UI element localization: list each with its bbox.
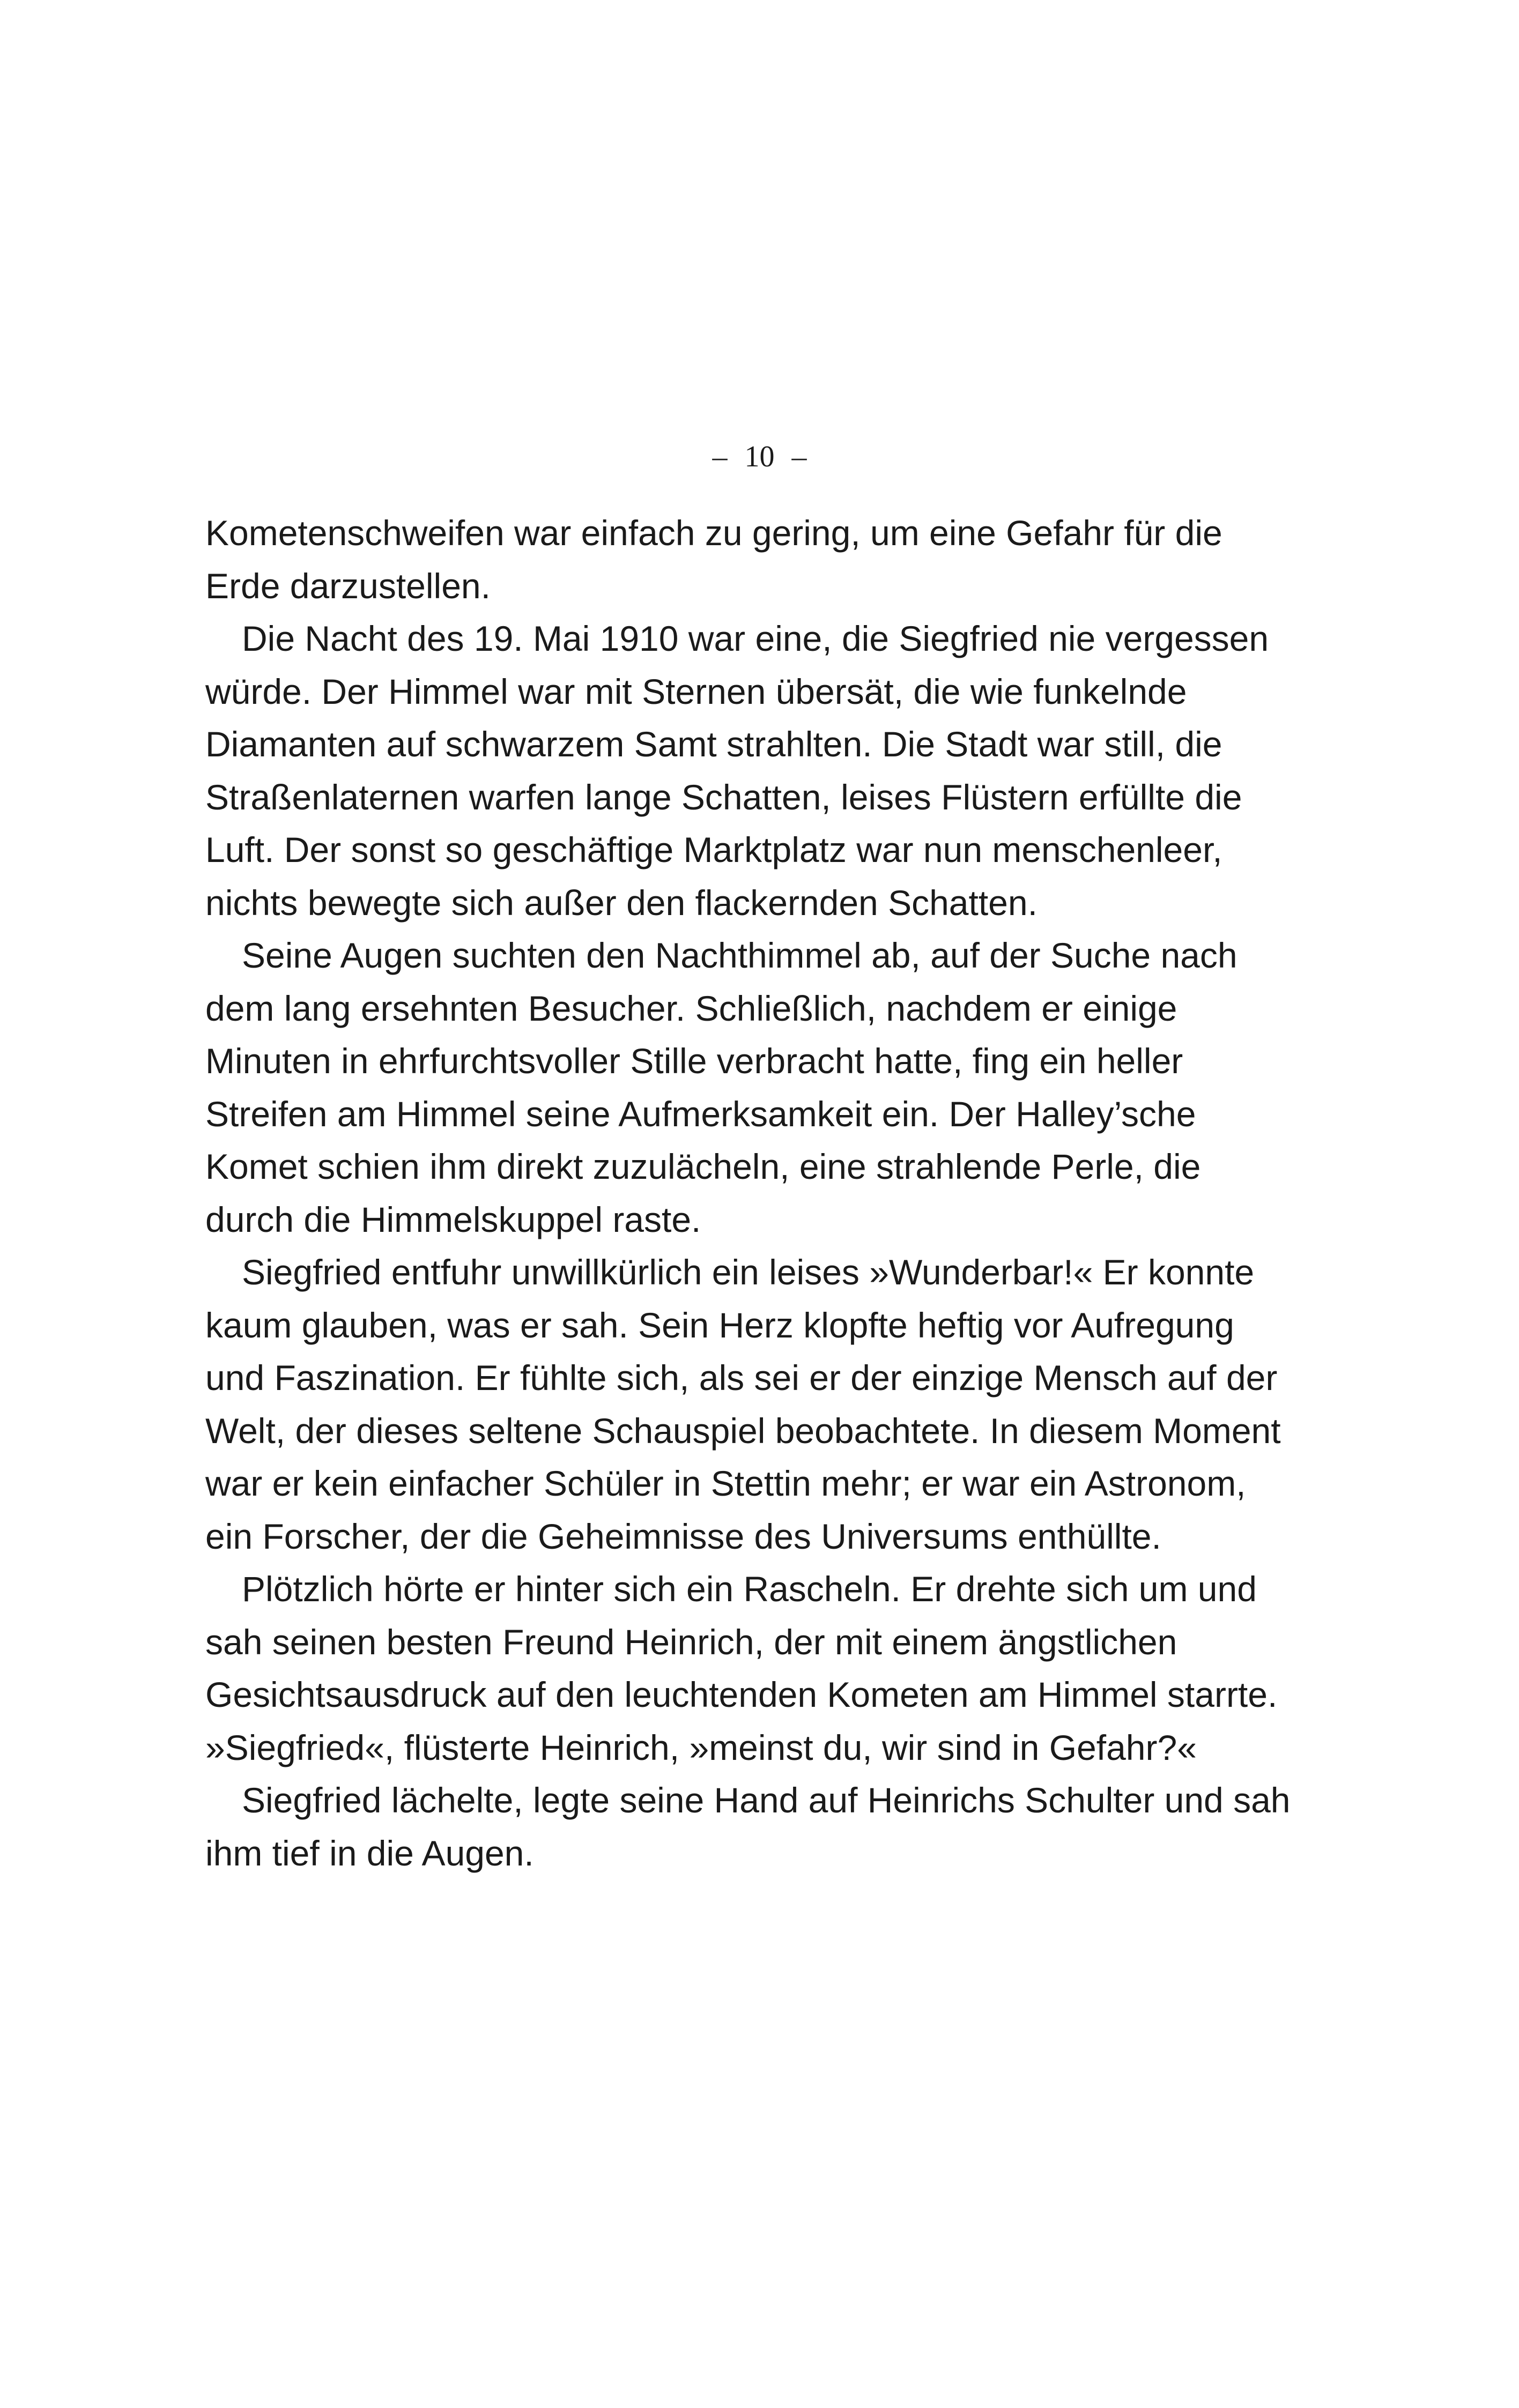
text-line: Straßenlaternen warfen lange Schatten, leises Flüstern erfüllte die — [205, 777, 1242, 817]
text-line: Luft. Der sonst so geschäftige Marktplatz war nun menschenleer, — [205, 830, 1222, 869]
text-line: ihm tief in die Augen. — [205, 1833, 534, 1873]
text-line: Streifen am Himmel seine Aufmerksamkeit ein. Der Halley’sche — [205, 1094, 1196, 1134]
text-line: durch die Himmelskuppel raste. — [205, 1199, 701, 1239]
text-line: würde. Der Himmel war mit Sternen übersät, die wie funkelnde — [205, 671, 1187, 711]
text-line: Diamanten auf schwarzem Samt strahlten. Die Stadt war still, die — [205, 724, 1222, 764]
paragraph-first-line: Die Nacht des 19. Mai 1910 war eine, die Siegfried nie vergessen — [242, 619, 1269, 658]
text-line: Minuten in ehrfurchtsvoller Stille verbracht hatte, fing ein heller — [205, 1041, 1183, 1081]
text-line: war er kein einfacher Schüler in Stettin mehr; er war ein Astronom, — [205, 1463, 1246, 1503]
paragraph-first-line: Siegfried lächelte, legte seine Hand auf Heinrichs Schulter und sah — [242, 1780, 1291, 1820]
text-line: Welt, der dieses seltene Schauspiel beobachtete. In diesem Moment — [205, 1410, 1281, 1451]
text-line: dem lang ersehnten Besucher. Schließlich, nachdem er einige — [205, 988, 1177, 1028]
text-line: »Siegfried«, flüsterte Heinrich, »meinst du, wir sind in Gefahr?« — [205, 1727, 1197, 1767]
text-line: und Faszination. Er fühlte sich, als sei er der einzige Mensch auf der — [205, 1358, 1278, 1398]
page-number: – 10 – — [712, 440, 807, 473]
text-line: ein Forscher, der die Geheimnisse des Universums enthüllte. — [205, 1516, 1161, 1556]
text-line: sah seinen besten Freund Heinrich, der mit einem ängstlichen — [205, 1622, 1177, 1662]
text-line: Erde darzustellen. — [205, 566, 491, 606]
paragraph-first-line: Siegfried entfuhr unwillkürlich ein leises »Wunderbar!« Er konnte — [242, 1252, 1255, 1292]
text-line: Komet schien ihm direkt zuzulächeln, eine strahlende Perle, die — [205, 1147, 1201, 1186]
paragraph-first-line: Plötzlich hörte er hinter sich ein Rascheln. Er drehte sich um und — [242, 1569, 1257, 1609]
paragraph-first-line: Seine Augen suchten den Nachthimmel ab, auf der Suche nach — [242, 935, 1238, 975]
text-line: Gesichtsausdruck auf den leuchtenden Kometen am Himmel starrte. — [205, 1675, 1278, 1714]
text-line: Kometenschweifen war einfach zu gering, um eine Gefahr für die — [205, 513, 1222, 553]
text-line: nichts bewegte sich außer den flackernden Schatten. — [205, 882, 1038, 923]
body-text — [205, 507, 1305, 1879]
text-line: kaum glauben, was er sah. Sein Herz klopfte heftig vor Aufregung — [205, 1305, 1234, 1345]
